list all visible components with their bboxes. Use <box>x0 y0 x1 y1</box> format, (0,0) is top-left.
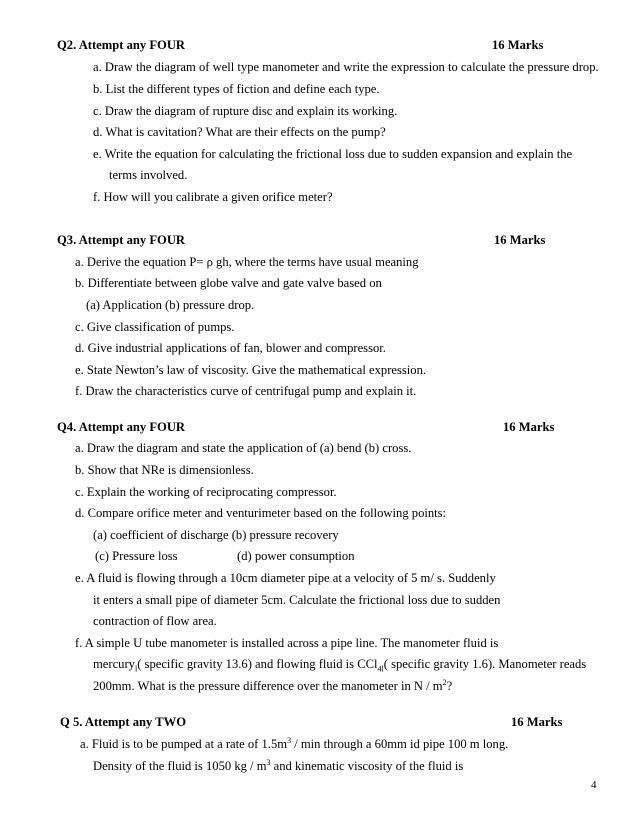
q4-f2-text-c: ( specific gravity 1.6). Manometer reads <box>383 657 587 671</box>
q4-f3-text-a: 200mm. What is the pressure difference over the manometer in N / m <box>93 679 443 693</box>
q3-title: Q3. Attempt any FOUR <box>57 233 186 247</box>
q3-item-a: a. Derive the equation P= ρ gh, where the terms have usual meaning <box>75 255 419 269</box>
q4-item-b: b. Show that NRe is dimensionless. <box>75 463 254 477</box>
q4-item-d-sub3: (d) power consumption <box>237 549 355 563</box>
q2-marks: 16 Marks <box>492 38 544 52</box>
q5-a2-text-b: and kinematic viscosity of the fluid is <box>270 759 464 773</box>
q4-item-a: a. Draw the diagram and state the application of (a) bend (b) cross. <box>75 441 412 455</box>
q3-item-c: c. Give classification of pumps. <box>75 320 235 334</box>
q4-f2-text-b: ( specific gravity 13.6) and flowing fluid is CCl <box>137 657 378 671</box>
q5-a2-sup: 3 <box>266 757 271 767</box>
q2-item-a: a. Draw the diagram of well type manometer and write the expression to calculate the pressure drop. <box>93 60 599 74</box>
q3-marks: 16 Marks <box>494 233 546 247</box>
q3-item-b: b. Differentiate between globe valve and gate valve based on <box>75 276 382 290</box>
q4-f2-sub-a: l <box>134 664 138 674</box>
q2-title: Q2. Attempt any FOUR <box>57 38 186 52</box>
q2-item-b: b. List the different types of fiction and define each type. <box>93 82 380 96</box>
q4-f3-text-b: ? <box>446 679 453 693</box>
q4-f2-sub-c: l <box>381 664 384 674</box>
q2-item-e-cont: terms involved. <box>109 168 188 182</box>
q5-item-a-cont <box>93 759 463 774</box>
q4-item-d-sub2: (c) Pressure loss <box>95 549 178 563</box>
q5-a1-sup: 3 <box>287 735 292 745</box>
q2-item-f: f. How will you calibrate a given orifice meter? <box>93 190 333 204</box>
q3-item-f: f. Draw the characteristics curve of centrifugal pump and explain it. <box>75 384 417 398</box>
q4-f3-sup: 2 <box>442 677 447 687</box>
q4-item-f-cont2 <box>93 679 452 694</box>
q4-item-f: f. A simple U tube manometer is installed across a pipe line. The manometer fluid is <box>75 636 499 650</box>
q4-item-e-cont2: contraction of flow area. <box>93 614 217 628</box>
q4-item-d-sub1: (a) coefficient of discharge (b) pressure recovery <box>93 528 339 542</box>
page-number: 4 <box>591 779 597 791</box>
q5-item-a <box>80 737 508 752</box>
q3-item-d: d. Give industrial applications of fan, blower and compressor. <box>75 341 386 355</box>
q5-a1-text-a: a. Fluid is to be pumped at a rate of 1.5m <box>80 737 288 751</box>
q5-a2-text-a: Density of the fluid is 1050 kg / m <box>93 759 267 773</box>
q5-a1-text-b: / min through a 60mm id pipe 100 m long. <box>291 737 509 751</box>
q2-item-d: d. What is cavitation? What are their effects on the pump? <box>93 125 386 139</box>
q4-item-d: d. Compare orifice meter and venturimeter based on the following points: <box>75 506 447 520</box>
q4-item-e: e. A fluid is flowing through a 10cm diameter pipe at a velocity of 5 m/ s. Suddenly <box>75 571 496 585</box>
q2-item-c: c. Draw the diagram of rupture disc and explain its working. <box>93 104 398 118</box>
q3-item-e: e. State Newton’s law of viscosity. Give the mathematical expression. <box>75 363 427 377</box>
q4-item-f-cont1 <box>93 657 586 672</box>
q3-item-b-sub: (a) Application (b) pressure drop. <box>86 298 255 312</box>
q4-item-c: c. Explain the working of reciprocating compressor. <box>75 485 337 499</box>
q4-marks: 16 Marks <box>503 420 555 434</box>
q5-marks: 16 Marks <box>511 715 563 729</box>
q4-title: Q4. Attempt any FOUR <box>57 420 186 434</box>
q2-item-e: e. Write the equation for calculating the frictional loss due to sudden expansion and explain the <box>93 147 573 161</box>
q4-item-e-cont1: it enters a small pipe of diameter 5cm. Calculate the frictional loss due to sudden <box>93 593 501 607</box>
q4-f2-text-a: mercury <box>93 657 135 671</box>
q5-title: Q 5. Attempt any TWO <box>60 715 187 729</box>
q4-f2-sub-b: 4 <box>377 664 382 674</box>
